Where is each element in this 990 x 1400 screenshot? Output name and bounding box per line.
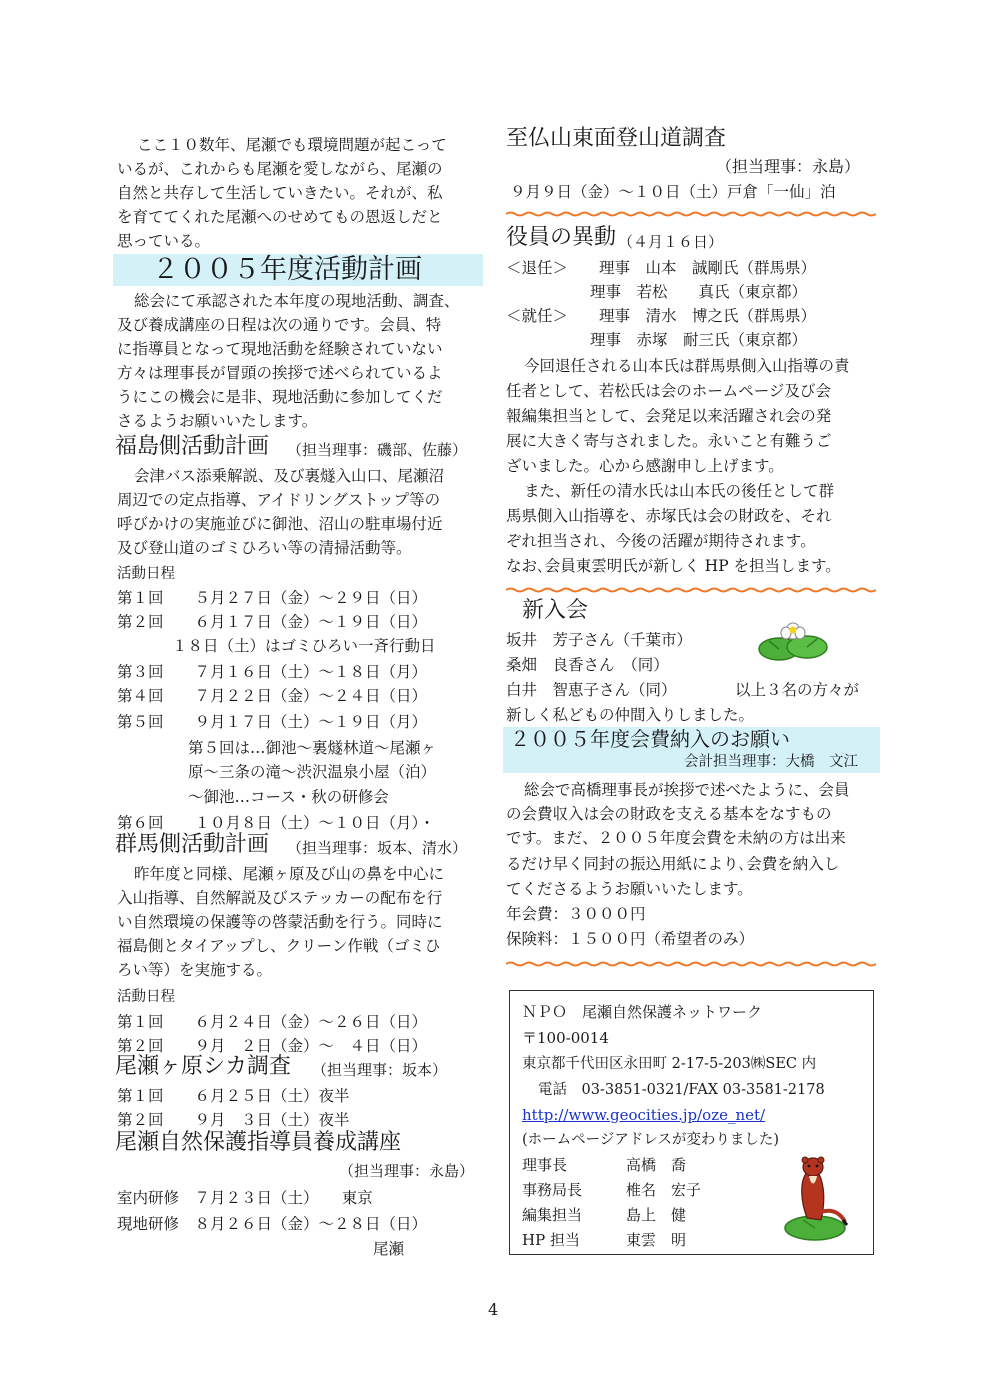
fee-annual: 年会費：３０００円 bbox=[506, 905, 646, 923]
text-line: 福島側とタイアップし、クリーン作戦（ゴミひ bbox=[117, 937, 441, 955]
officer-date: （４月１６日） bbox=[618, 233, 724, 251]
text-line: い自然環境の保護等の啓蒙活動を行う。同時に bbox=[117, 913, 443, 931]
officer-row: 理事 若松 真氏（東京都） bbox=[590, 283, 808, 301]
staff-role: HP 担当 bbox=[522, 1231, 580, 1249]
org-address: 東京都千代田区永田町 2-17-5-203㈱SEC 内 bbox=[522, 1056, 817, 1072]
text-line: また、新任の清水氏は山本氏の後任として群 bbox=[524, 482, 835, 500]
schedule-place: 尾瀬 bbox=[373, 1240, 405, 1258]
text-line: るだけ早く同封の振込用紙により､会費を納入し bbox=[506, 855, 840, 873]
schedule-row: 現地研修 ８月２６日（金）～２８日（日） bbox=[117, 1215, 428, 1233]
officer-row: 理事 赤塚 耐三氏（東京都） bbox=[590, 331, 808, 349]
text-line: 任者として、若松氏は会のホームページ及び会 bbox=[506, 382, 831, 400]
text-line: いるが、これからも尾瀬を愛しながら、尾瀬の bbox=[117, 160, 443, 178]
member-end: 新しく私どもの仲間入りしました。 bbox=[506, 706, 755, 724]
gunma-charge: （担当理事：坂本、清水） bbox=[287, 839, 468, 857]
schedule-row: 第４回 ７月２２日（金）～２４日（日） bbox=[117, 687, 428, 705]
deer-title: 尾瀬ヶ原シカ調査 bbox=[115, 1054, 292, 1079]
schedule-row: 第２回 ９月 ２日（金）～ ４日（日） bbox=[117, 1037, 428, 1055]
text-line: を育ててくれた尾瀬へのせめてもの恩返しだと bbox=[117, 208, 443, 226]
schedule-row: 第１回 ５月２７日（金）～２９日（日） bbox=[117, 589, 428, 607]
schedule-row: 室内研修 ７月２３日（土） 東京 bbox=[117, 1189, 373, 1207]
text-line: の会費収入は会の財政を支える基本をなすもの bbox=[506, 805, 832, 823]
member-row: 坂井 芳子さん（千葉市） bbox=[506, 631, 693, 649]
text-line: 入山指導、自然解説及びステッカーの配布を行 bbox=[117, 889, 443, 907]
fee-insurance: 保険料：１５００円（希望者のみ） bbox=[506, 930, 755, 948]
text-line: ここ１０数年、尾瀬でも環境問題が起こって bbox=[137, 136, 447, 154]
text-line: 昨年度と同様、尾瀬ヶ原及び山の鼻を中心に bbox=[134, 865, 445, 883]
fee-title: ２００５年度会費納入のお願い bbox=[510, 727, 790, 751]
officer-title: 役員の異動 bbox=[506, 225, 617, 250]
text-line: うにこの機会に是非、現地活動に参加してくだ bbox=[117, 388, 443, 406]
text-line: ざいました。心から感謝申し上げます。 bbox=[506, 457, 784, 475]
text-line: 総会にて承認された本年度の現地活動、調査、 bbox=[134, 292, 460, 310]
gunma-title: 群馬側活動計画 bbox=[115, 832, 270, 857]
wavy-divider bbox=[506, 961, 876, 967]
fukushima-charge: （担当理事：磯部、佐藤） bbox=[287, 441, 468, 459]
text-line: ろい等）を実施する。 bbox=[117, 961, 273, 979]
staff-name: 高橋 喬 bbox=[626, 1156, 687, 1174]
schedule-row: 第１回 ６月２５日（土）夜半 bbox=[117, 1087, 350, 1105]
org-postal: 〒100-0014 bbox=[522, 1029, 609, 1047]
page-number: 4 bbox=[488, 1300, 499, 1319]
schedule-row: 第２回 ６月１７日（金）～１９日（日） bbox=[117, 613, 428, 631]
text-line: 周辺での定点指導、アイドリングストップ等の bbox=[117, 491, 441, 509]
schedule-note: 原～三条の滝～渋沢温泉小屋（泊） bbox=[188, 763, 437, 781]
staff-role: 事務局長 bbox=[522, 1181, 583, 1199]
schedule-row: 第５回 ９月１７日（土）～１９日（月） bbox=[117, 713, 428, 731]
member-row: 白井 智恵子さん（同） bbox=[506, 681, 677, 699]
officer-row: ＜就任＞ 理事 清水 博之氏（群馬県） bbox=[506, 307, 817, 325]
staff-name: 椎名 宏子 bbox=[626, 1181, 702, 1199]
text-line: 今回退任される山本氏は群馬県側入山指導の責 bbox=[524, 357, 850, 375]
schedule-row: 第１回 ６月２４日（金）～２６日（日） bbox=[117, 1013, 428, 1031]
text-line: なお､会員東雲明氏が新しく HP を担当します。 bbox=[506, 557, 841, 575]
org-website-link[interactable]: http://www.geocities.jp/oze_net/ bbox=[522, 1106, 766, 1124]
schedule-row: 第２回 ９月 ３日（土）夜半 bbox=[117, 1111, 350, 1129]
deer-charge: （担当理事：坂本） bbox=[312, 1061, 448, 1079]
org-name: ＮＰＯ 尾瀬自然保護ネットワーク bbox=[522, 1003, 763, 1021]
text-line: 自然と共存して生活していきたい。それが、私 bbox=[117, 184, 443, 202]
text-line: 方々は理事長が冒頭の挨拶で述べられているよ bbox=[117, 364, 443, 382]
staff-name: 島上 健 bbox=[626, 1206, 687, 1224]
schedule-note: ～御池…コース・秋の研修会 bbox=[188, 788, 389, 806]
lily-pad-flower-icon bbox=[757, 617, 829, 663]
text-line: 呼びかけの実施並びに御池、沼山の駐車場付近 bbox=[117, 515, 443, 533]
text-line: です。まだ、２００５年度会費を未納の方は出来 bbox=[506, 829, 846, 847]
text-line: 展に大きく寄与されました。永いこと有難うご bbox=[506, 432, 832, 450]
schedule-row: 第６回 １０月８日（土）～１０日（月）・ bbox=[117, 814, 435, 832]
plan-title: ２００５年度活動計画 bbox=[152, 254, 422, 285]
text-line: 及び登山道のゴミひろい等の清掃活動等。 bbox=[117, 539, 412, 557]
org-phone: 電話 03-3851-0321/FAX 03-3581-2178 bbox=[538, 1082, 825, 1098]
schedule-note: １８日（土）はゴミひろい一斉行動日 bbox=[172, 637, 436, 655]
member-row: 桑畑 良香さん （同） bbox=[506, 656, 669, 674]
schedule-row: 第３回 ７月１６日（土）～１８日（月） bbox=[117, 663, 428, 681]
staff-role: 理事長 bbox=[522, 1156, 568, 1174]
wavy-divider bbox=[506, 211, 876, 217]
schedule-label: 活動日程 bbox=[117, 566, 175, 582]
stoat-mascot-icon bbox=[775, 1152, 855, 1244]
course-title: 尾瀬自然保護指導員養成講座 bbox=[115, 1130, 402, 1155]
member-note: 以上３名の方々が bbox=[735, 681, 860, 699]
staff-name: 東雲 明 bbox=[626, 1231, 687, 1249]
climb-title: 至仏山東面登山道調査 bbox=[506, 126, 727, 151]
fee-charge: 会計担当理事：大橋 文江 bbox=[684, 754, 858, 770]
fukushima-title: 福島側活動計画 bbox=[115, 434, 270, 459]
new-members-title: 新入会 bbox=[522, 598, 589, 623]
course-charge: （担当理事：永島） bbox=[339, 1162, 475, 1180]
wavy-divider bbox=[506, 587, 876, 593]
climb-date: ９月９日（金）～１０日（土）戸倉「一仙」泊 bbox=[510, 183, 836, 201]
text-line: 及び養成講座の日程は次の通りです。会員、特 bbox=[117, 316, 442, 334]
text-line: 会津バス添乗解説、及び裏燧入山口、尾瀬沼 bbox=[134, 467, 445, 485]
staff-role: 編集担当 bbox=[522, 1206, 583, 1224]
org-url-note: (ホームページアドレスが変わりました) bbox=[522, 1132, 780, 1148]
climb-charge: （担当理事：永島） bbox=[716, 157, 861, 176]
text-line: ぞれ担当され、今後の活躍が期待されます。 bbox=[506, 532, 816, 550]
schedule-label: 活動日程 bbox=[117, 989, 175, 1005]
text-line: 思っている。 bbox=[117, 232, 211, 250]
text-line: 馬県側入山指導を、赤塚氏は会の財政を、それ bbox=[506, 507, 832, 525]
text-line: 総会で高橋理事長が挨拶で述べたように、会員 bbox=[524, 781, 850, 799]
officer-row: ＜退任＞ 理事 山本 誠剛氏（群馬県） bbox=[506, 259, 817, 277]
text-line: てくださるようお願いいたします。 bbox=[506, 880, 753, 898]
text-line: さるようお願いいたします。 bbox=[117, 412, 318, 430]
text-line: に指導員となって現地活動を経験されていない bbox=[117, 340, 443, 358]
schedule-note: 第５回は…御池～裏燧林道～尾瀬ヶ bbox=[188, 739, 437, 757]
text-line: 報編集担当として、会発足以来活躍され会の発 bbox=[506, 407, 832, 425]
